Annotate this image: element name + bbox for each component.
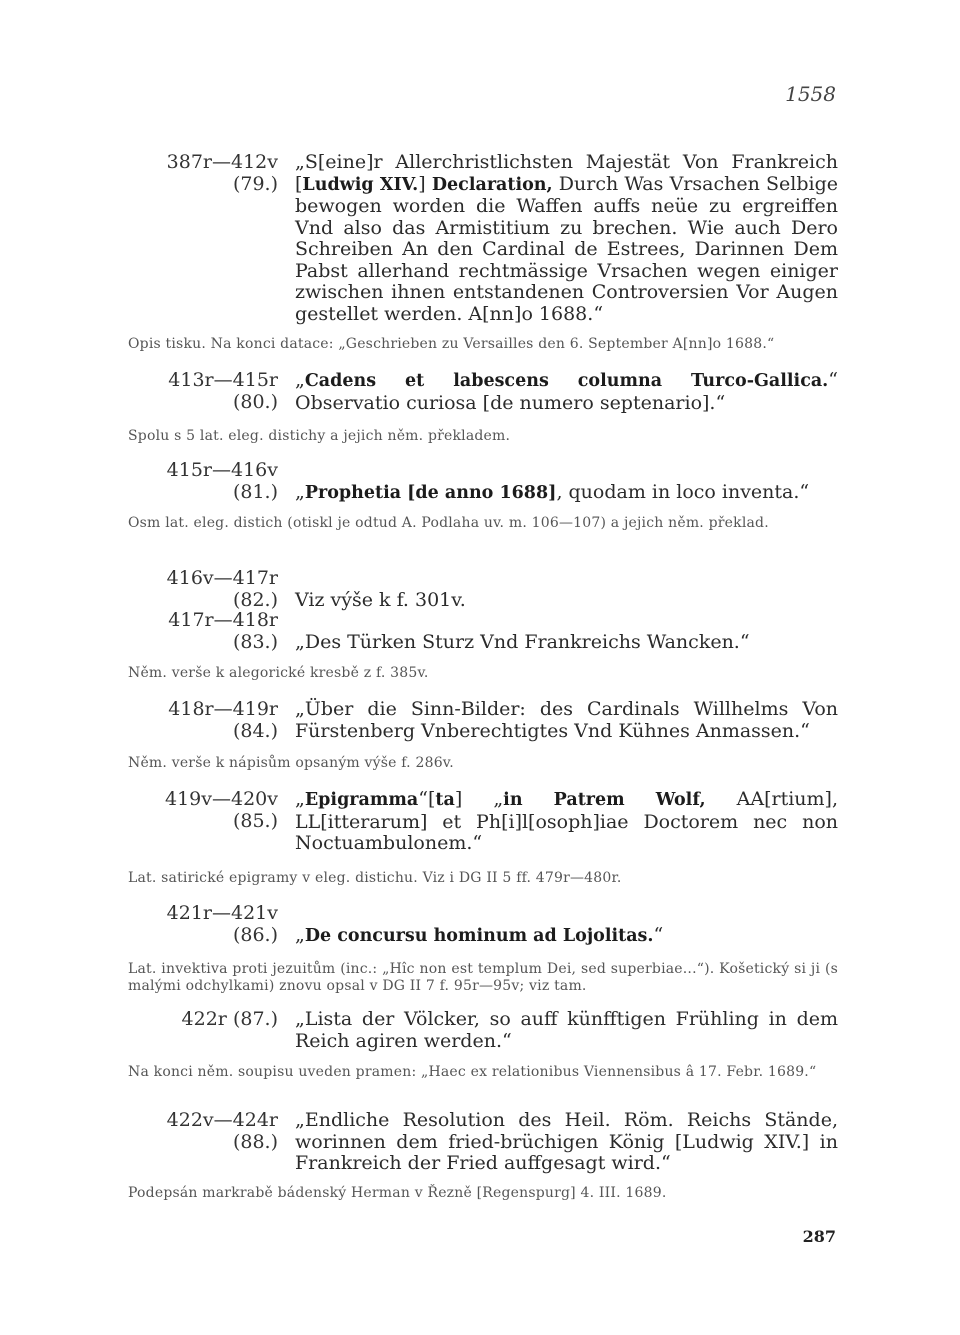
entry-title: „De concursu hominum ad Lojolitas.“ (295, 924, 664, 946)
entry-title: „Prophetia [de anno 1688], quodam in loco inventa.“ (295, 481, 810, 503)
entry-folio: 418r—419r (168, 698, 278, 720)
entry-note: Opis tisku. Na konci datace: „Geschrieben zu Versailles den 6. September A[nn]o 1688.“ (128, 336, 775, 352)
entry-folio: 422v—424r (166, 1109, 278, 1131)
entry-note: Něm. verše k alegorické kresbě z f. 385v. (128, 665, 429, 681)
entry-number: (83.) (232, 631, 278, 653)
entry-number: (88.) (232, 1130, 278, 1153)
entry-number: (80.) (232, 390, 278, 413)
entry-note: Lat. satirické epigramy v eleg. distichu. Viz i DG II 5 ff. 479r—480r. (128, 870, 622, 886)
entry-number: (85.) (232, 809, 278, 832)
entry-number: (84.) (232, 719, 278, 742)
entry-number: (79.) (232, 172, 278, 195)
entry-folio: 422r (87.) (181, 1008, 278, 1030)
entry-folio: 416v—417r (166, 567, 278, 589)
entry-folio: 419v—420v (165, 788, 278, 810)
entry-title: „Endliche Resolution des Heil. Röm. Reichs Stände, worinnen dem fried-brüchigen König [Ludwig XIV.] in Frankreich der Fried auffgesagt wird.“ (295, 1109, 838, 1174)
entry-note: Na konci něm. soupisu uveden pramen: „Haec ex relationibus Viennensibus â 17. Febr. 1689.“ (128, 1064, 817, 1080)
entry-number: (81.) (232, 481, 278, 503)
entry-note: Spolu s 5 lat. eleg. distichy a jejich něm. překladem. (128, 428, 511, 444)
entry-note: Něm. verše k nápisům opsaným výše f. 286v. (128, 755, 454, 771)
entry-title: „Des Türken Sturz Vnd Frankreichs Wancken.“ (295, 631, 750, 653)
entry-title: „S[eine]r Allerchristlichsten Majestät Von Frankreich [Ludwig XIV.] Declaration, Durch Was Vrsachen Selbige bewogen worden die Waffen auffs neüe zu ergreiffen Vnd also das Armistitium zu brechen. Wie auch Dero Schreiben An den Cardinal de Estrees, Darinnen Dem Pabst allerhand rechtmässige Vrsachen wegen einiger zwischen ihnen entstandenen Controversien Vor Augen gestellet werden. A[nn]o 1688.“ (295, 151, 838, 325)
entry-folio: 417r—418r (168, 609, 278, 631)
entry-number: (86.) (232, 924, 278, 946)
entry-title: Viz výše k f. 301v. (295, 589, 466, 611)
entry-number: (82.) (232, 589, 278, 611)
entry-note: Podepsán markrabě bádenský Herman v Řezně [Regenspurg] 4. III. 1689. (128, 1185, 667, 1201)
entry-note: Osm lat. eleg. distich (otiskl je odtud A. Podlaha uv. m. 106—107) a jejich něm. překlad. (128, 515, 769, 531)
entry-title: „Cadens et labescens columna Turco-Gallica.“ Observatio curiosa [de numero septenario].“ (295, 369, 838, 414)
entry-title: „Über die Sinn-Bilder: des Cardinals Willhelms Von Fürstenberg Vnberechtigtes Vnd Kühnes Anmassen.“ (295, 698, 838, 742)
entry-folio: 387r—412v (166, 151, 278, 173)
entry-folio: 415r—416v (166, 459, 278, 481)
running-page-number: 1558 (785, 82, 836, 106)
page-folio-number: 287 (802, 1227, 836, 1246)
entry-folio: 421r—421v (166, 902, 278, 924)
entry-folio: 413r—415r (168, 369, 278, 391)
entry-title: „Epigramma“[ta] „in Patrem Wolf, AA[rtium], LL[itterarum] et Ph[i]l[osoph]iae Doctorem nec non Noctuambulonem.“ (295, 788, 839, 854)
entry-title: „Lista der Völcker, so auff künfftigen Frühling in dem Reich agiren werden.“ (295, 1008, 838, 1052)
entry-note: Lat. invektiva proti jezuitům (inc.: „Hîc non est templum Dei, sed superbiae...“). Košetický si ji (s malými odchylkami) znovu opsal v DG II 7 f. 95r—95v; viz tam. (128, 961, 838, 994)
